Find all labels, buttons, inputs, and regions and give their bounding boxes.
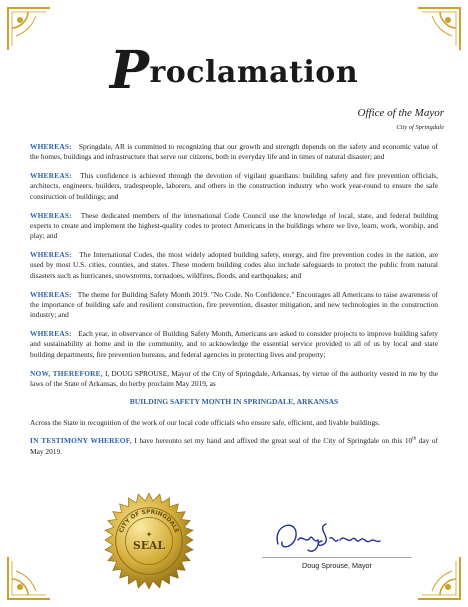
whereas-text: Springdale, AR is committed to recognizing that our growth and strength depends on the safety and economic value of the homes, buildings and infrastructure that serve our citizens, both in everyday life and in times of natural disaster; and [30, 142, 439, 162]
whereas-paragraph [30, 329, 438, 360]
proclamation-body [30, 142, 438, 466]
title-rest: roclamation [149, 55, 359, 90]
urge-paragraph: Across the State in recognition of the work of our local code officials who ensure safe, efficient, and livable buildings. [30, 417, 380, 427]
whereas-text: The theme for Building Safety Month 2019. "No Code. No Confidence." Encourages all Americans to raise awareness of the importance of building safe and resilient construction, fire prevention, disaster mitigation, and new technologies in the construction industry; and [30, 289, 438, 320]
therefore-keyword: NOW, THEREFORE, [30, 368, 103, 378]
whereas-paragraph [30, 171, 438, 202]
whereas-paragraph [30, 211, 438, 242]
gold-seal-icon [100, 492, 198, 590]
mayor-signature [268, 514, 388, 556]
therefore-text: I, DOUG SPROUSE, Mayor of the City of Springdale, Arkansas, by virtue of the authority vested in me by the laws of the State of Arkansas, do herby proclaim May 2019, as [30, 368, 438, 388]
whereas-paragraph [30, 250, 438, 281]
proclaimed-heading: BUILDING SAFETY MONTH IN SPRINGDALE, ARKANSAS [129, 397, 339, 407]
corner-ornament-bottom-left [6, 555, 52, 601]
whereas-keyword: WHEREAS: [30, 329, 72, 339]
signature-line [262, 557, 412, 558]
testimony-paragraph [30, 436, 438, 457]
city-name: City of Springdale [396, 124, 444, 131]
whereas-keyword: WHEREAS: [30, 210, 72, 220]
whereas-keyword: WHEREAS: [30, 142, 72, 151]
therefore-paragraph [30, 369, 438, 390]
testimony-text-end: day of May 2019. [30, 436, 438, 456]
testimony-keyword: IN TESTIMONY WHEREOF, [30, 436, 132, 446]
whereas-text: Each year, in observance of Building Safety Month, Americans are asked to consider projects to improve building safety and sustainability at home and in the community, and to acknowledge the essential service provided to all of us by local and state building departments, fire prevention bureaus, and federal agencies in protecting lives and property; [30, 329, 438, 359]
whereas-keyword: WHEREAS: [30, 250, 72, 260]
svg-text:✦: ✦ [145, 530, 153, 540]
testimony-text: I have hereunto set my hand and affixed the great seal of the City of Springdale on this 10 [134, 436, 413, 446]
whereas-text: This confidence is achieved through the devotion of vigilant guardians: building safety and fire prevention officials, architects, engineers, builders, tradespeople, laborers, and others in the construction industry who work year-round to ensure the safe construction of buildings; and [30, 171, 438, 201]
office-of-mayor: Office of the Mayor [357, 107, 444, 119]
title-initial: P [109, 40, 150, 101]
seal-label: SEAL [133, 538, 165, 552]
whereas-paragraph [30, 142, 438, 163]
corner-ornament-bottom-right [416, 555, 462, 601]
seal-rim-text: CITY OF SPRINGDALE [118, 509, 180, 534]
title-block [0, 40, 468, 101]
signer-name: Doug Sprouse, Mayor [302, 561, 372, 570]
page-title [109, 40, 359, 101]
whereas-paragraph [30, 290, 438, 321]
whereas-text: These dedicated members of the international Code Council use the knowledge of local, state, and federal building experts to create and implement the highest-quality codes to protect Americans in the buildings where we live, learn, work, worship, and play; and [30, 210, 438, 241]
whereas-text: The International Codes, the most widely adopted building safety, energy, and fire prevention codes in the nation, are used by most U.S. cities, counties, and states. These modern building codes also include safeguards to protect the public from natural disasters such as hurricanes, snowstorms, tornadoes, wildfires, floods, and earthquakes; and [30, 250, 438, 280]
whereas-keyword: WHEREAS: [30, 289, 72, 299]
testimony-superscript: th [412, 436, 417, 442]
whereas-keyword: WHEREAS: [30, 171, 72, 181]
